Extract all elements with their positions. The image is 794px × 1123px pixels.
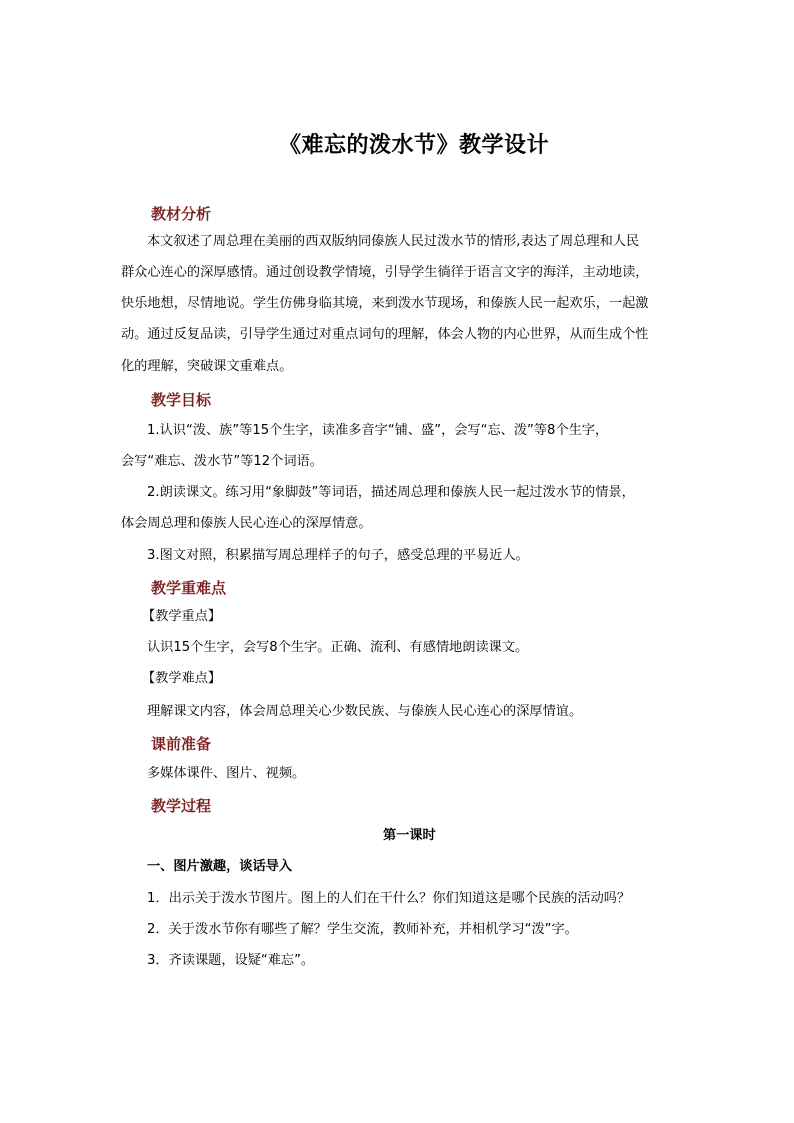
goals-line-3: 2.朗读课文。练习用“象脚鼓”等词语，描述周总理和傣族人民一起过泼水节的情景，: [147, 485, 635, 500]
section-heading-goals: 教学目标: [151, 391, 212, 409]
section-heading-keypoints: 教学重难点: [151, 579, 227, 597]
difficulty-label: 【教学难点】: [142, 671, 222, 686]
goals-line-5: 3.图文对照，积累描写周总理样子的句子，感受总理的平易近人。: [147, 548, 529, 563]
analysis-line-2: 群众心连心的深厚感情。通过创设教学情境，引导学生徜徉于语言文字的海洋，主动地读，: [121, 265, 649, 280]
process-step-2: 2．关于泼水节你有哪些了解？学生交流，教师补充，并相机学习“泼”字。: [147, 922, 578, 937]
process-step-1: 1．出示关于泼水节图片。图上的人们在干什么？你们知道这是哪个民族的活动吗？: [147, 891, 631, 906]
lesson-title: 第一课时: [383, 828, 436, 843]
goals-line-1: 1.认识“泼、族”等15个生字，读准多音字“铺、盛”，会写“忘、泼”等8个生字，: [147, 423, 609, 438]
step-title: 一、图片激趣，谈话导入: [147, 859, 293, 874]
section-heading-analysis: 教材分析: [151, 205, 212, 223]
focus-text: 认识15个生字，会写8个生字。正确、流利、有感情地朗读课文。: [147, 640, 529, 655]
analysis-line-1: 本文叙述了周总理在美丽的西双版纳同傣族人民过泼水节的情形,表达了周总理和人民: [147, 234, 640, 249]
section-heading-prep: 课前准备: [151, 735, 212, 753]
document-title: 《难忘的泼水节》教学设计: [278, 132, 549, 158]
analysis-line-5: 化的理解，突破课文重难点。: [121, 359, 293, 374]
analysis-line-3: 快乐地想，尽情地说。学生仿佛身临其境，来到泼水节现场，和傣族人民一起欢乐，一起激: [121, 296, 649, 311]
process-step-3: 3．齐读课题，设疑“难忘”。: [147, 953, 315, 968]
section-heading-process: 教学过程: [151, 797, 212, 815]
goals-line-4: 体会周总理和傣族人民心连心的深厚情意。: [121, 516, 372, 531]
focus-label: 【教学重点】: [142, 609, 222, 624]
difficulty-text: 理解课文内容，体会周总理关心少数民族、与傣族人民心连心的深厚情谊。: [147, 704, 583, 719]
goals-line-2: 会写“难忘、泼水节”等12个词语。: [121, 454, 323, 469]
prep-text: 多媒体课件、图片、视频。: [147, 766, 306, 781]
analysis-line-4: 动。通过反复品读，引导学生通过对重点词句的理解，体会人物的内心世界，从而生成个性: [121, 327, 649, 342]
